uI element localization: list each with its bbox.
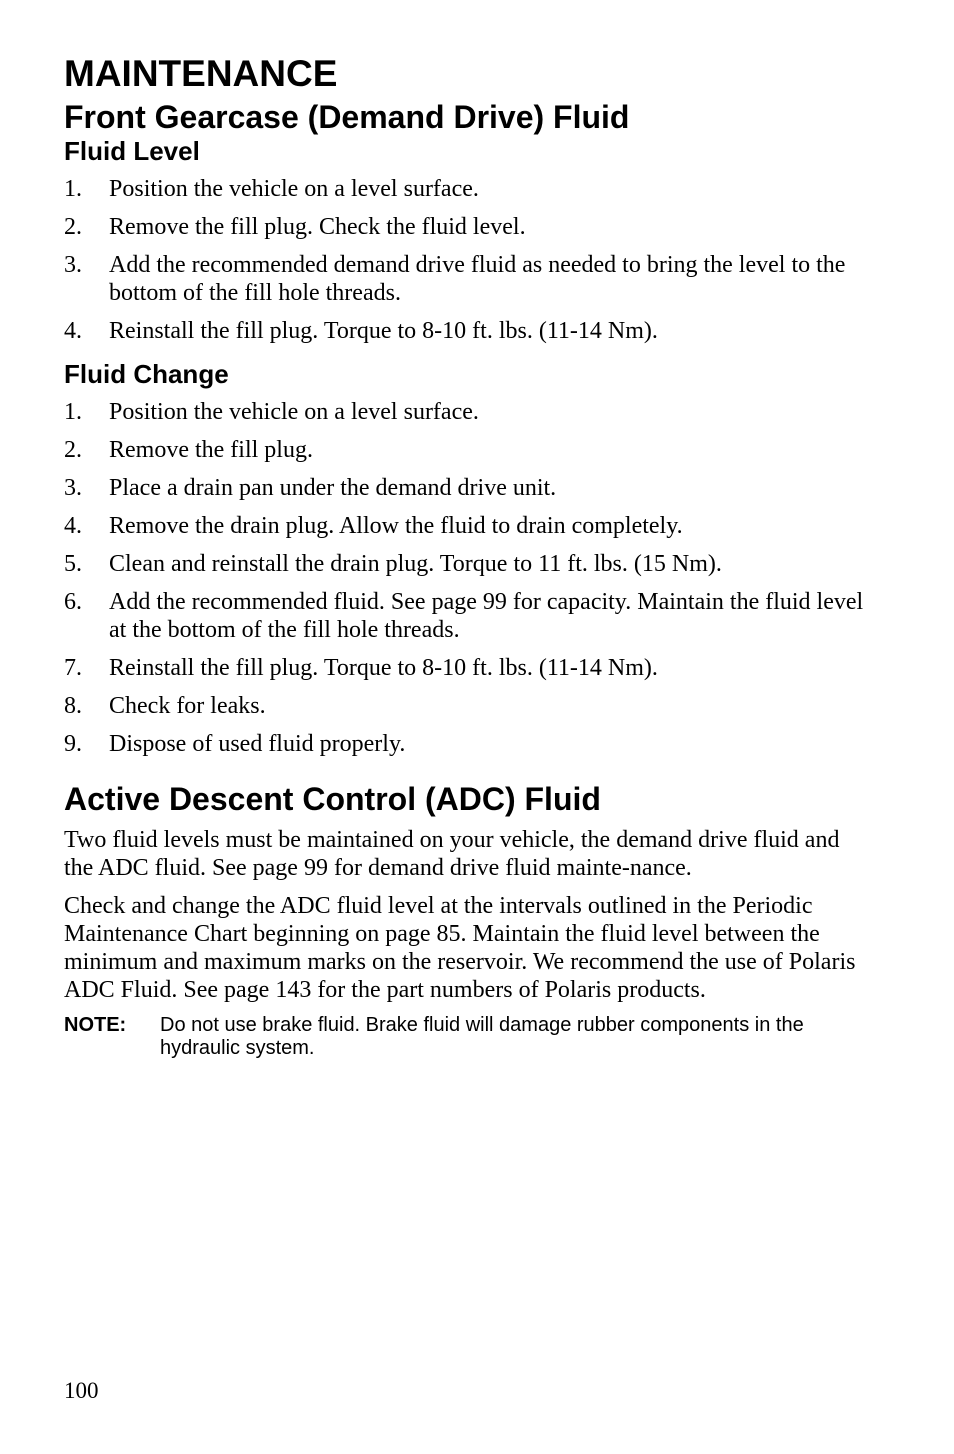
step-text: Remove the drain plug. Allow the fluid to drain completely. bbox=[109, 513, 683, 539]
list-item bbox=[64, 436, 864, 464]
step-number: 3. bbox=[64, 475, 82, 501]
step-text: Remove the fill plug. bbox=[109, 437, 313, 463]
fluid-change-steps bbox=[64, 398, 864, 758]
list-item bbox=[64, 654, 864, 682]
list-item bbox=[64, 317, 864, 345]
step-text: Clean and reinstall the drain plug. Torque to 11 ft. lbs. (15 Nm). bbox=[109, 551, 722, 577]
adc-paragraph-1: Two fluid levels must be maintained on your vehicle, the demand drive fluid and the ADC fluid. See page 99 for demand drive fluid mainte-nance. bbox=[64, 827, 840, 881]
list-item bbox=[64, 175, 864, 203]
list-item bbox=[64, 550, 864, 578]
list-item bbox=[64, 692, 864, 720]
manual-page bbox=[64, 52, 864, 1060]
step-text: Remove the fill plug. Check the fluid level. bbox=[109, 214, 526, 240]
list-item bbox=[64, 730, 864, 758]
section-heading-front-gearcase: Front Gearcase (Demand Drive) Fluid bbox=[64, 99, 630, 135]
step-text: Reinstall the fill plug. Torque to 8-10 ft. lbs. (11-14 Nm). bbox=[109, 318, 658, 344]
section-heading-adc: Active Descent Control (ADC) Fluid bbox=[64, 781, 601, 817]
step-number: 7. bbox=[64, 655, 82, 681]
fluid-level-steps bbox=[64, 175, 864, 345]
step-number: 3. bbox=[64, 252, 82, 278]
step-number: 2. bbox=[64, 214, 82, 240]
step-number: 2. bbox=[64, 437, 82, 463]
subheading-fluid-level: Fluid Level bbox=[64, 136, 200, 166]
list-item bbox=[64, 588, 864, 644]
list-item bbox=[64, 213, 864, 241]
step-number: 1. bbox=[64, 176, 82, 202]
step-number: 9. bbox=[64, 731, 82, 757]
note-label: NOTE: bbox=[64, 1014, 127, 1036]
step-text: Add the recommended fluid. See page 99 for capacity. Maintain the fluid level at the bottom of the fill hole threads. bbox=[109, 589, 864, 643]
step-number: 4. bbox=[64, 513, 82, 539]
step-text: Dispose of used fluid properly. bbox=[109, 731, 406, 757]
note-block bbox=[64, 1014, 864, 1060]
note-text: Do not use brake fluid. Brake fluid will damage rubber components in the hydraulic system. bbox=[160, 1014, 804, 1059]
step-text: Add the recommended demand drive fluid as needed to bring the level to the bottom of the fill hole threads. bbox=[109, 252, 846, 306]
step-text: Reinstall the fill plug. Torque to 8-10 ft. lbs. (11-14 Nm). bbox=[109, 655, 658, 681]
step-text: Check for leaks. bbox=[109, 693, 266, 719]
step-text: Place a drain pan under the demand drive unit. bbox=[109, 475, 557, 501]
list-item bbox=[64, 398, 864, 426]
list-item bbox=[64, 512, 864, 540]
adc-body bbox=[64, 826, 864, 1004]
page-number: 100 bbox=[64, 1378, 99, 1403]
step-number: 5. bbox=[64, 551, 82, 577]
page-title: MAINTENANCE bbox=[64, 53, 338, 94]
step-number: 1. bbox=[64, 399, 82, 425]
list-item bbox=[64, 251, 864, 307]
step-number: 6. bbox=[64, 589, 82, 615]
step-number: 4. bbox=[64, 318, 82, 344]
subheading-fluid-change: Fluid Change bbox=[64, 359, 229, 389]
step-text: Position the vehicle on a level surface. bbox=[109, 399, 479, 425]
adc-paragraph-2: Check and change the ADC fluid level at the intervals outlined in the Periodic Maintenance Chart beginning on page 85. Maintain the fluid level between the minimum and maximum marks on the reservoir. We recommend the use of Polaris ADC Fluid. See page 143 for the part numbers of Polaris products. bbox=[64, 893, 856, 1003]
step-text: Position the vehicle on a level surface. bbox=[109, 176, 479, 202]
list-item bbox=[64, 474, 864, 502]
step-number: 8. bbox=[64, 693, 82, 719]
